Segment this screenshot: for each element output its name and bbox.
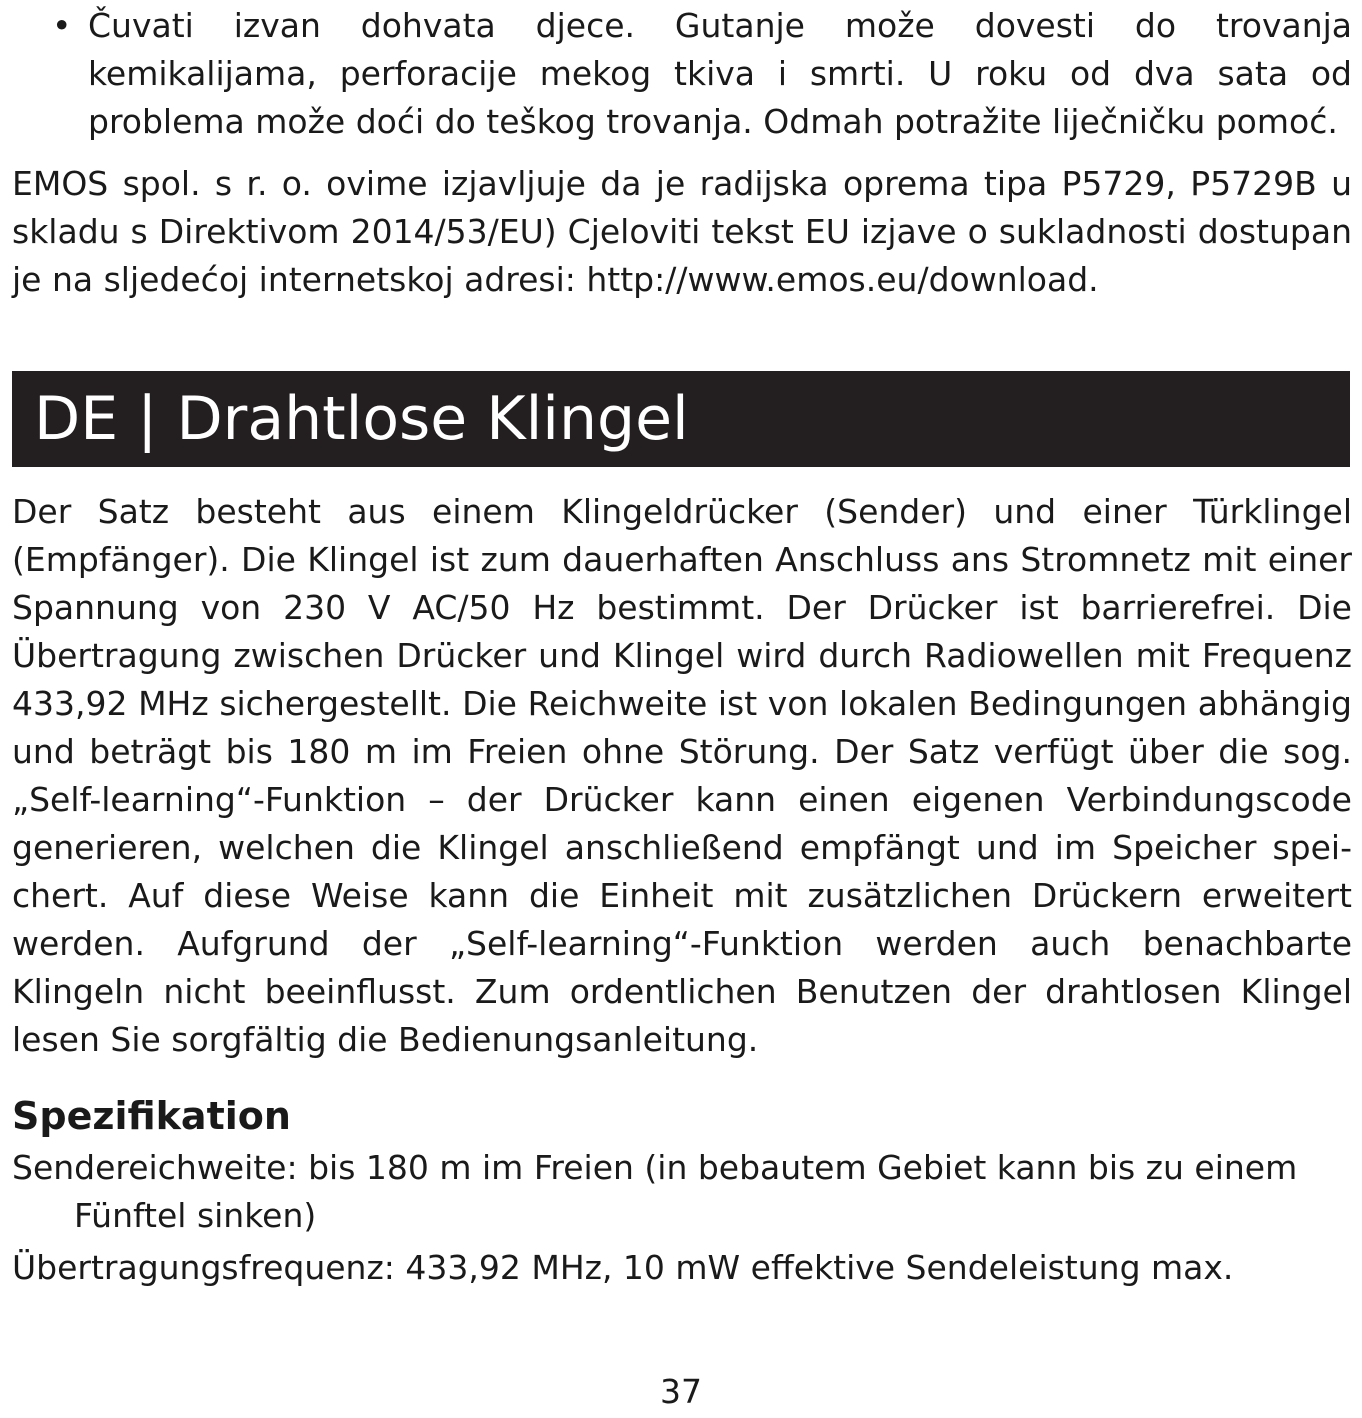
section-header bbox=[12, 371, 1350, 467]
warning-list bbox=[12, 2, 1352, 146]
warning-text: Čuvati izvan dohvata djece. Gutanje može dovesti do trovanja kemikalijama, perforacije mekog tkiva i smrti. U roku od dva sata od problema može doći do teškog trovanja. Odmah potražite liječničku pomoć. bbox=[88, 6, 1352, 141]
spec-heading: Spezifikation bbox=[12, 1094, 291, 1138]
intro-paragraph: Der Satz besteht aus einem Klingeldrücker (Sender) und einer Türklingel (Empfänger). Die Klingel ist zum dauerhaften Anschluss ans Stromnetz mit einer Spannung von 230 V AC/50 Hz bestimmt. Der Drücker ist barrierefrei. Die Übertragung zwischen Drücker und Klingel wird durch Radiowellen mit Frequenz 433,92 MHz sichergestellt. Die Reichweite ist von lokalen Bedingungen abhängig und beträgt bis 180 m im Freien ohne Störung. Der Satz verfügt über die sog. „Self-learning“-Funktion – der Drücker kann einen eigenen Verbindungscode generieren, welchen die Klingel anschließend empfängt und im Speicher spei-chert. Auf diese Weise kann die Einheit mit zusätzlichen Drückern erweitert werden. Aufgrund der „Self-learning“-Funktion werden auch benachbarte Klingeln nicht beeinflusst. Zum ordentlichen Benutzen der drahtlosen Klingel lesen Sie sorgfältig die Bedienungsanleitung. bbox=[12, 492, 1352, 1059]
warning-item bbox=[12, 2, 1352, 146]
spec-list bbox=[12, 1144, 1352, 1296]
page-number: 37 bbox=[660, 1372, 702, 1411]
declaration-paragraph: EMOS spol. s r. o. ovime izjavljuje da je radijska oprema tipa P5729, P5729B u skladu s Direktivom 2014/53/EU) Cjeloviti tekst EU izjave o sukladnosti dostupan je na sljedećoj internetskoj adresi: http://www.emos.eu/download. bbox=[12, 164, 1352, 299]
spec-item-range: Sendereichweite: bis 180 m im Freien (in bebautem Gebiet kann bis zu einem Fünftel sinken) bbox=[12, 1148, 1298, 1235]
section-title: DE | Drahtlose Klingel bbox=[34, 384, 689, 454]
spec-item-frequency: Übertragungsfrequenz: 433,92 MHz, 10 mW effektive Sendeleistung max. bbox=[12, 1248, 1234, 1287]
bullet-icon: • bbox=[52, 6, 72, 45]
